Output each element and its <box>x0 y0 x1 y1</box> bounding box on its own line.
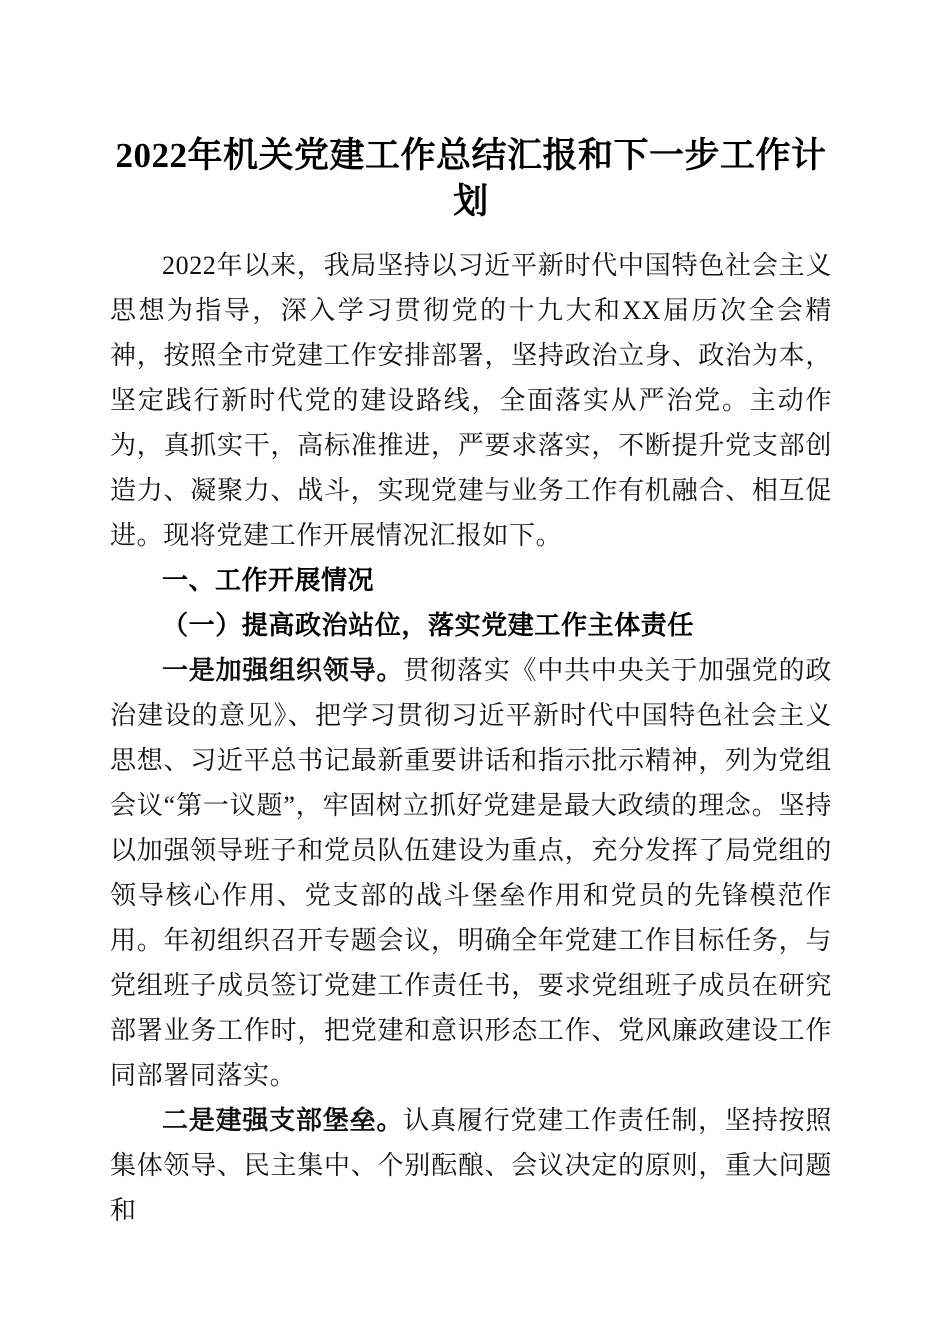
page-bottom-whitespace <box>110 1233 832 1234</box>
document-body <box>110 0 832 1234</box>
subsection-heading-political-stance: （一）提高政治站位，落实党建工作主体责任 <box>162 611 695 640</box>
section-heading-work-progress: 一、工作开展情况 <box>162 565 375 595</box>
point-one-paragraph <box>110 648 832 1098</box>
intro-paragraph: 2022年以来，我局坚持以习近平新时代中国特色社会主义思想为指导，深入学习贯彻党的十九大和XX届历次全会精神，按照全市党建工作安排部署，坚持政治立身、政治为本，坚定践行新时代党的建设路线，全面落实从严治党。主动作为，真抓实干，高标准推进，严要求落实，不断提升党支部创造力、凝聚力、战斗，实现党建与业务工作有机融合、相互促进。现将党建工作开展情况汇报如下。 <box>110 251 832 550</box>
point-two-lead: 二是建强支部堡垒。 <box>162 1106 404 1135</box>
point-two-paragraph <box>110 1098 832 1233</box>
point-one-text: 贯彻落实《中共中央关于加强党的政治建设的意见》、把学习贯彻习近平新时代中国特色社会主义思想、习近平总书记最新重要讲话和指示批示精神，列为党组会议“第一议题”，牢固树立抓好党建是最大政绩的理念。坚持以加强领导班子和党员队伍建设为重点，充分发挥了局党组的领导核心作用、党支部的战斗堡垒作用和党员的先锋模范作用。年初组织召开专题会议，明确全年党建工作目标任务，与党组班子成员签订党建工作责任书，要求党组班子成员在研究部署业务工作时，把党建和意识形态工作、党风廉政建设工作同部署同落实。 <box>110 656 832 1090</box>
point-two-text: 认真履行党建工作责任制，坚持按照集体领导、民主集中、个别酝酿、会议决定的原则，重大问题和 <box>110 1106 832 1225</box>
page-title: 2022年机关党建工作总结汇报和下一步工作计划 <box>115 136 827 221</box>
point-one-lead: 一是加强组织领导。 <box>162 656 404 685</box>
